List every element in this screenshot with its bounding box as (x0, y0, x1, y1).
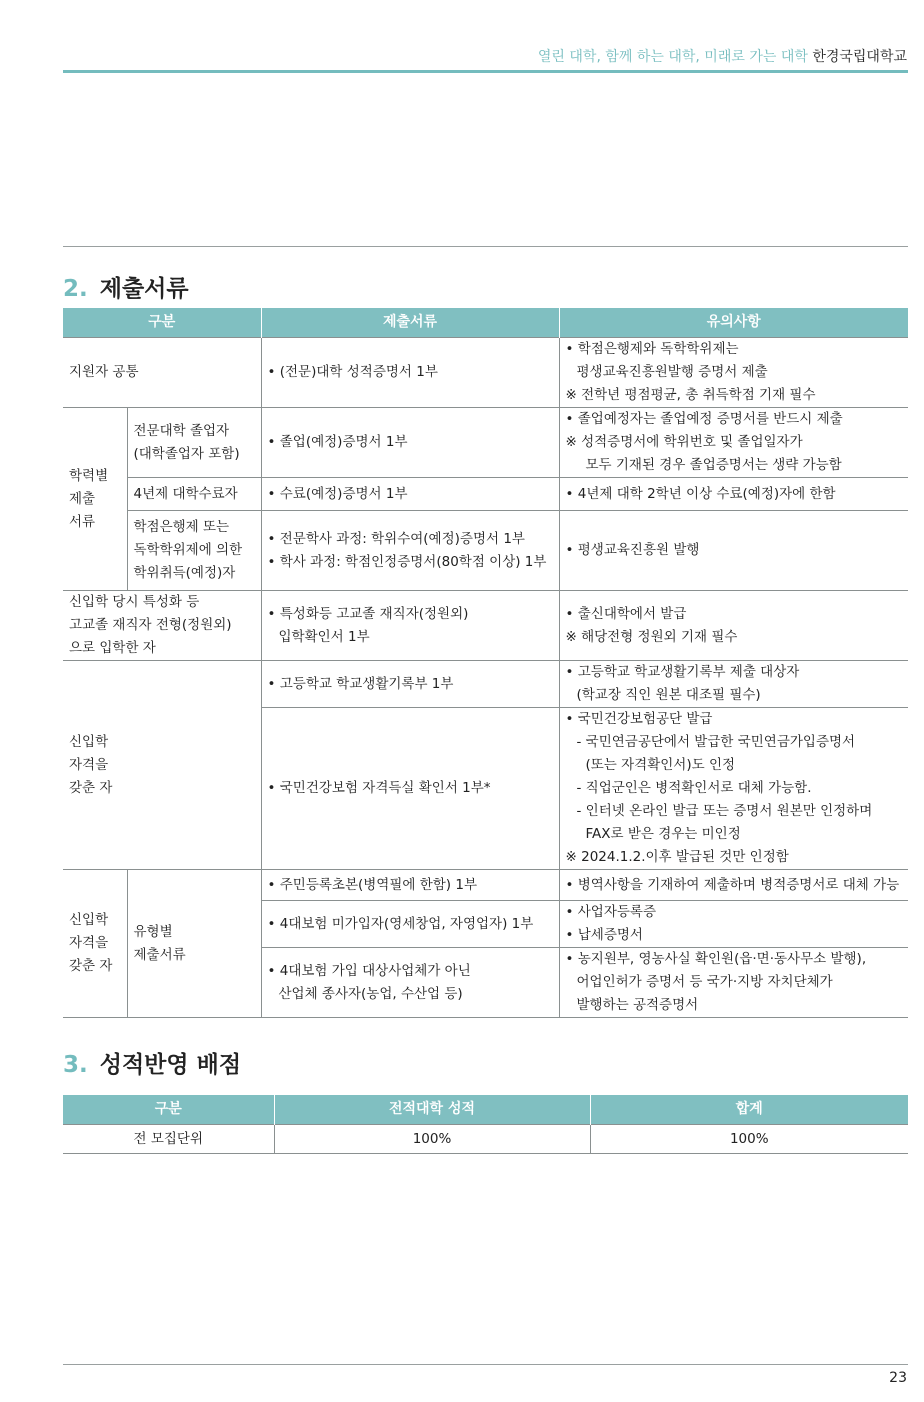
footer-rule (63, 1364, 908, 1365)
header-university: 한경국립대학교 (812, 49, 907, 65)
notes-cell: • 농지원부, 영농사실 확인원(읍·면·동사무소 발행), 어업인허가 증명서 등 국가·지방 자치단체가 발행하는 공적증명서 (559, 948, 908, 1018)
table-row (63, 478, 908, 511)
table-row (63, 511, 908, 591)
group-cell-academic: 학력별 제출 서류 (63, 408, 127, 591)
section-divider (63, 246, 908, 247)
section2-number: 2. (63, 276, 88, 302)
col-header-category: 구분 (63, 1095, 274, 1125)
notes-cell: • 4년제 대학 2학년 이상 수료(예정)자에 한함 (559, 478, 908, 511)
notes-cell: • 졸업예정자는 졸업예정 증명서를 반드시 제출 ※ 성적증명서에 학위번호 및 졸업일자가 모두 기재된 경우 졸업증명서는 생략 가능함 (559, 408, 908, 478)
document-cell: • 국민건강보험 자격득실 확인서 1부* (261, 708, 559, 870)
col-header-total: 합계 (590, 1095, 908, 1125)
table-row (63, 661, 908, 708)
documents-table-header (63, 308, 908, 338)
subcategory-cell: 전문대학 졸업자 (대학졸업자 포함) (127, 408, 261, 478)
section3-title (63, 1046, 241, 1079)
table-row (63, 338, 908, 408)
category-cell: 신입학 당시 특성화 등 고교졸 재직자 전형(정원외) 으로 입학한 자 (63, 591, 261, 661)
table-row (63, 1125, 908, 1154)
total-cell: 100% (590, 1125, 908, 1154)
section3-title-text: 성적반영 배점 (99, 1052, 242, 1078)
section2-title (63, 270, 189, 303)
document-cell: • (전문)대학 성적증명서 1부 (261, 338, 559, 408)
subcategory-cell: 유형별 제출서류 (127, 870, 261, 1018)
document-cell: • 졸업(예정)증명서 1부 (261, 408, 559, 478)
category-cell: 지원자 공통 (63, 338, 261, 408)
col-header-documents: 제출서류 (261, 308, 559, 338)
group-cell-qualified: 신입학 자격을 갖춘 자 (63, 870, 127, 1018)
document-cell: • 고등학교 학교생활기록부 1부 (261, 661, 559, 708)
document-cell: • 특성화등 고교졸 재직자(정원외) 입학확인서 1부 (261, 591, 559, 661)
notes-cell: • 고등학교 학교생활기록부 제출 대상자 (학교장 직인 원본 대조필 필수) (559, 661, 908, 708)
document-cell: • 전문학사 과정: 학위수여(예정)증명서 1부 • 학사 과정: 학점인정증명서(80학점 이상) 1부 (261, 511, 559, 591)
col-header-prior-grades: 전적대학 성적 (274, 1095, 590, 1125)
section2-title-text: 제출서류 (99, 276, 189, 302)
col-header-notes: 유의사항 (559, 308, 908, 338)
notes-cell: • 학점은행제와 독학학위제는 평생교육진흥원발행 증명서 제출 ※ 전학년 평점평균, 총 취득학점 기재 필수 (559, 338, 908, 408)
subcategory-cell: 학점은행제 또는 독학학위제에 의한 학위취득(예정)자 (127, 511, 261, 591)
table-row (63, 408, 908, 478)
subcategory-cell: 4년제 대학수료자 (127, 478, 261, 511)
document-cell: • 4대보험 미가입자(영세창업, 자영업자) 1부 (261, 901, 559, 948)
document-cell: • 4대보험 가입 대상사업체가 아닌 산업체 종사자(농업, 수산업 등) (261, 948, 559, 1018)
page-header (538, 46, 907, 66)
notes-cell: • 평생교육진흥원 발행 (559, 511, 908, 591)
col-header-category: 구분 (63, 308, 261, 338)
unit-cell: 전 모집단위 (63, 1125, 274, 1154)
header-slogan: 열린 대학, 함께 하는 대학, 미래로 가는 대학 (537, 49, 808, 65)
notes-cell: • 사업자등록증 • 납세증명서 (559, 901, 908, 948)
notes-cell: • 병역사항을 기재하여 제출하며 병적증명서로 대체 가능 (559, 870, 908, 901)
score-table-header (63, 1095, 908, 1125)
category-cell: 신입학 자격을 갖춘 자 (63, 661, 261, 870)
score-table (63, 1095, 908, 1154)
documents-table (63, 308, 908, 1018)
document-cell: • 수료(예정)증명서 1부 (261, 478, 559, 511)
section3-number: 3. (63, 1052, 88, 1078)
page-number: 23 (889, 1370, 907, 1386)
notes-cell: • 국민건강보험공단 발급 - 국민연금공단에서 발급한 국민연금가입증명서 (또는 자격확인서)도 인정 - 직업군인은 병적확인서로 대체 가능함. - 인터넷 온라인 발급 또는 증명서 원본만 인정하며 FAX로 받은 경우는 미인정 ※ 2024.1.2.이후 발급된 것만 인정함 (559, 708, 908, 870)
header-rule (63, 70, 908, 73)
notes-cell: • 출신대학에서 발급 ※ 해당전형 정원외 기재 필수 (559, 591, 908, 661)
prior-grades-cell: 100% (274, 1125, 590, 1154)
table-row (63, 870, 908, 901)
document-cell: • 주민등록초본(병역필에 한함) 1부 (261, 870, 559, 901)
table-row (63, 591, 908, 661)
